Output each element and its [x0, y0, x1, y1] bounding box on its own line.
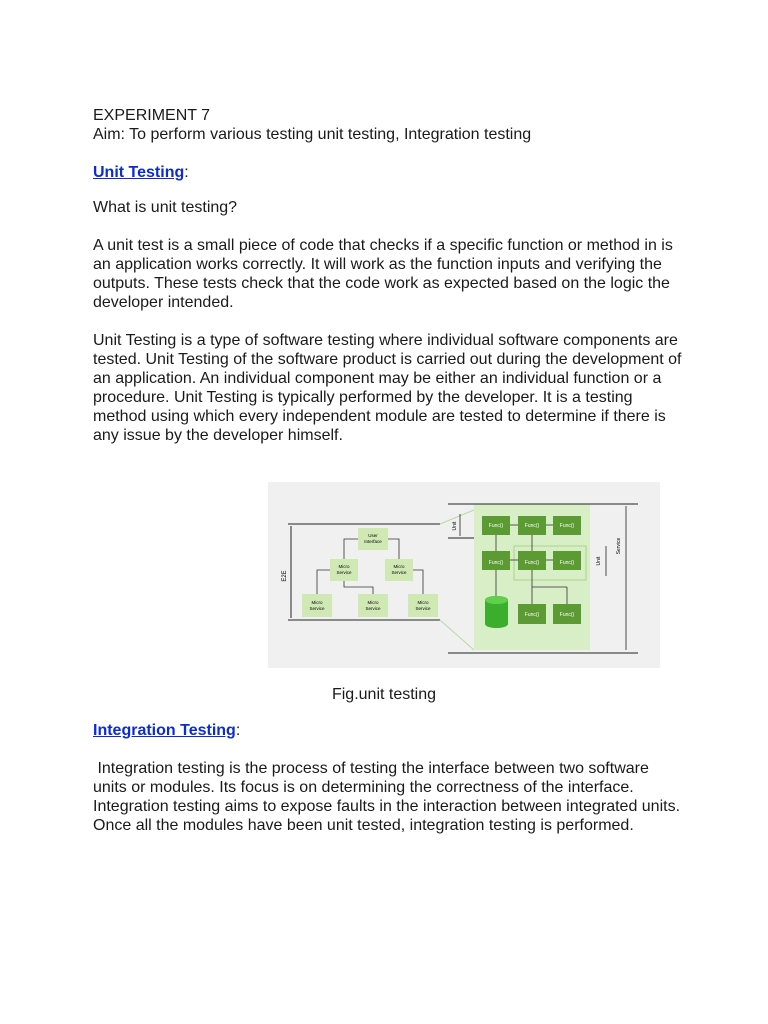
document-body: [93, 106, 683, 445]
svg-text:Micro: Micro: [311, 600, 323, 605]
integration-section: [93, 721, 683, 835]
unit-testing-link[interactable]: Unit Testing: [93, 164, 185, 181]
svg-text:Func(): Func(): [524, 560, 540, 566]
svg-text:Unit: Unit: [452, 521, 458, 531]
paragraph-2: Unit Testing is a type of software testing where individual software components are tested. Unit Testing of the software product is carried out during the development of an application. An individual component may be either an individual function or a procedure. Unit Testing is typically performed by the developer. It is a testing method using which every independent module are tested to determine if there is any issue by the developer himself.: [93, 332, 682, 444]
svg-text:Service: Service: [616, 537, 622, 555]
svg-text:Service: Service: [415, 606, 431, 611]
svg-text:Micro: Micro: [367, 600, 379, 605]
svg-text:Micro: Micro: [417, 600, 429, 605]
figure-caption: Fig.unit testing: [331, 686, 437, 703]
svg-text:Func(): Func(): [488, 560, 504, 566]
paragraph-3: Integration testing is the process of testing the interface between two software units or modules. Its focus is on determining the correctness of the interface. Integration testing aims to expose faults in the interaction between integrated units. Once all the modules have been unit tested, integration testing is performed.: [93, 760, 685, 834]
svg-text:Unit: Unit: [596, 556, 602, 566]
paragraph-1: A unit test is a small piece of code that checks if a specific function or method in is an application works correctly. It will work as the function inputs and verifying the outputs. These tests check that the code work as expected based on the logic the developer intended.: [93, 237, 673, 311]
svg-text:Service: Service: [365, 606, 381, 611]
svg-text:Func(): Func(): [524, 523, 540, 529]
unit-testing-figure: [268, 482, 660, 668]
svg-text:User: User: [368, 533, 378, 538]
svg-text:Interface: Interface: [364, 539, 382, 544]
aim-text: Aim: To perform various testing unit testing, Integration testing: [93, 126, 532, 143]
svg-text:Func(): Func(): [559, 560, 575, 566]
svg-text:Func(): Func(): [559, 612, 575, 618]
svg-text:Micro: Micro: [338, 564, 350, 569]
svg-text:Service: Service: [309, 606, 325, 611]
integration-testing-link[interactable]: Integration Testing: [93, 722, 236, 739]
integration-testing-heading: Integration Testing:: [93, 722, 241, 739]
svg-text:Service: Service: [391, 570, 407, 575]
svg-text:Service: Service: [336, 570, 352, 575]
svg-text:Func(): Func(): [559, 523, 575, 529]
svg-text:Func(): Func(): [524, 612, 540, 618]
experiment-title: EXPERIMENT 7: [93, 107, 211, 124]
question-text: What is unit testing?: [93, 199, 238, 216]
svg-text:Func(): Func(): [488, 523, 504, 529]
e2e-label: E2E: [282, 570, 288, 582]
unit-testing-heading: Unit Testing:: [93, 164, 189, 181]
svg-text:Micro: Micro: [393, 564, 405, 569]
